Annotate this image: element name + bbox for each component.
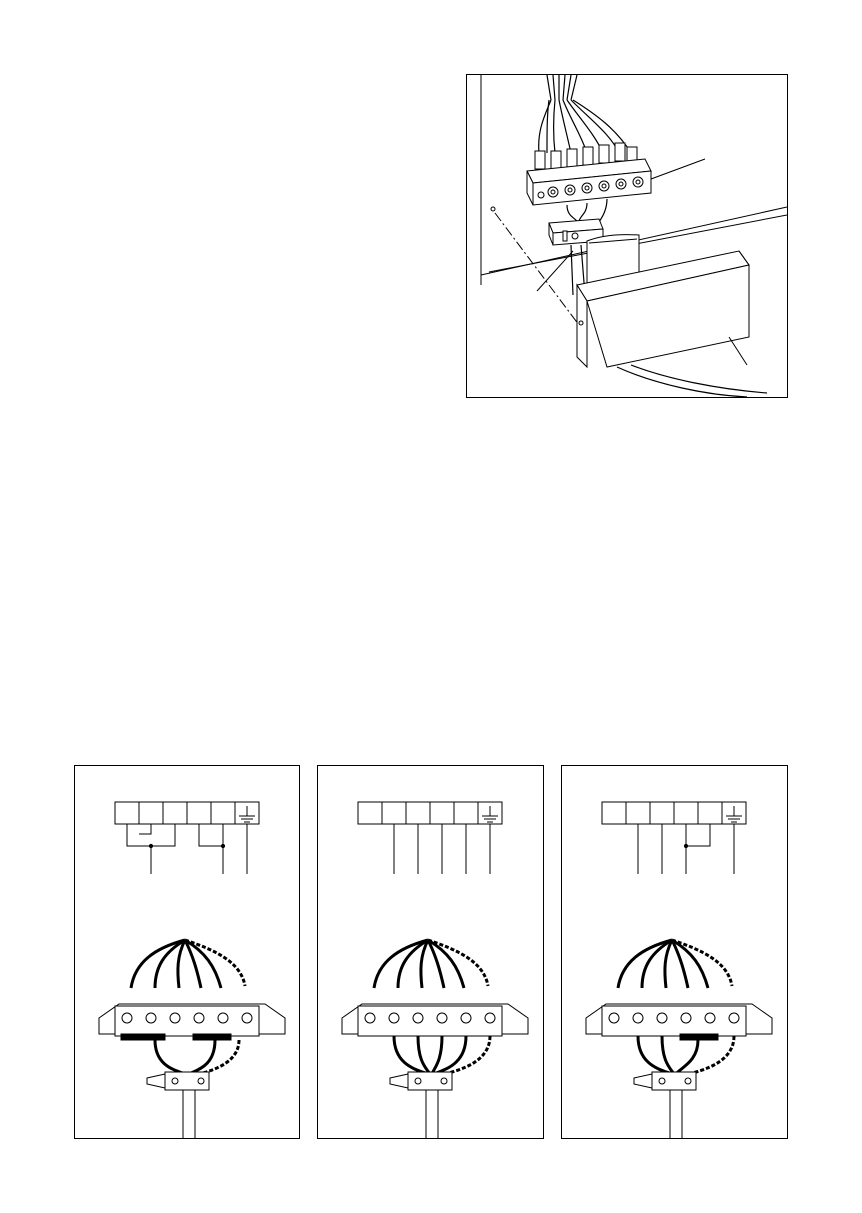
wire-fan [374,940,488,988]
cable-clamp-icon [634,1072,696,1090]
terminal-block [527,159,651,205]
terminal-block-bottom [586,1004,772,1040]
terminal-block-bottom [342,1004,528,1036]
cable-clamp-icon [390,1072,452,1090]
cable-clamp-icon [147,1072,209,1090]
terminal-block-drawing [467,75,787,397]
bridge-links [127,824,247,874]
terminal-strip [115,802,259,824]
clamp-wires [394,1036,490,1076]
wiring-schematic-3 [562,766,787,1138]
terminal-block-bottom [99,1004,285,1040]
bridge-links [638,824,734,874]
wiring-diagram-1 [74,765,300,1139]
clamp-wires [638,1036,734,1076]
wiring-diagram-3 [561,765,788,1139]
direct-leads [394,824,490,874]
wire-fan [618,940,732,988]
wire-fan [131,940,245,988]
wiring-schematic-2 [318,766,543,1138]
wiring-schematic-1 [75,766,299,1138]
cable-bundle [539,75,631,153]
terminal-strip [602,802,746,824]
terminal-strip [358,802,502,824]
clamp-wires [155,1040,239,1076]
terminal-block-illustration [466,74,788,398]
wiring-diagram-2 [317,765,544,1139]
